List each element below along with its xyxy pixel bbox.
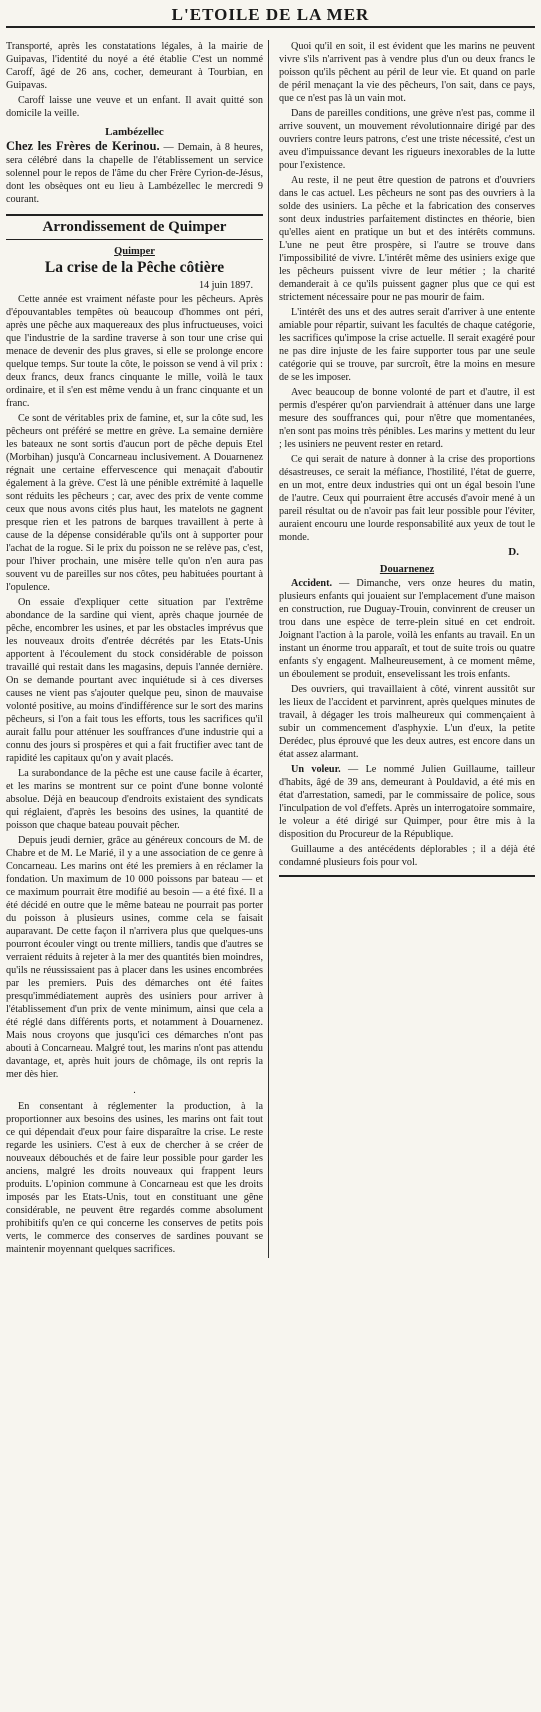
right-column [279, 40, 535, 1258]
paragraph: Ce qui serait de nature à donner à la crise des proportions désastreuses, ce serait la méfiance, l'hostilité, l'état de guerre, en un mot, entre deux industries qui ont un égal besoin l'une de l'autre. Ceux qui pourraient être accusés d'avoir mené à un pareil résultat ou de n'avoir pas fait leur possible pour l'éviter, auraient encouru une lourde responsabilité aux yeux de tout le monde. [279, 454, 535, 543]
item-body: — Dimanche, vers onze heures du matin, plusieurs enfants qui jouaient sur l'emplacement d'une maison en construction, rue Duguay-Trouin, convinrent de creuser un trou dans une espèce de terre-plein situé en cet endroit. Joignant l'action à la parole, voilà les enfants au travail. En un instant un énorme trou apparaît, et tout de suite trois ou quatre enfants s'y engagent. Malheureusement, à ce moment même, un éboulement se produit, ensevelissant les trois enfants. [279, 578, 535, 680]
paragraph: Des ouvriers, qui travaillaient à côté, vinrent aussitôt sur les lieux de l'accident et parvinrent, après quelques minutes de travail, à dégager les trois malheureux qui commençaient à subir un commencement d'asphyxie. L'un d'eux, la petite Derédec, plus éprouvé que les deux autres, est encore dans un état assez alarmant. [279, 684, 535, 760]
paragraph: Cette année est vraiment néfaste pour les pêcheurs. Après d'épouvantables tempêtes où beaucoup d'hommes ont péri, après une pêche aux maquereaux des plus infructueuses, voici que l'industrie de la sardine traverse à son tour une crise qui menace de devenir des plus graves, si elle se prolonge encore quelque temps. Sur toute la côte, le poisson se vend à vil prix : deux francs, deux francs cinquante le mille, voilà le taux ordinaire, et il s'en est même vendu à un franc cinquante et un franc. [6, 294, 263, 409]
paragraph: L'intérêt des uns et des autres serait d'arriver à une entente amiable pour répartir, suivant les facultés de chaque catégorie, les sacrifices qu'impose la crise actuelle. Il serait exagéré pour ne pas dire injuste de les faire supporter tous par une seule catégorie qui se trouve, par surcroît, être la moins en mesure de se les imposer. [279, 307, 535, 383]
paragraph: Caroff laisse une veuve et un enfant. Il avait quitté son domicile la veille. [6, 95, 263, 119]
paragraph [279, 763, 535, 841]
paragraph: On essaie d'expliquer cette situation par l'extrême abondance de la sardine qui vient, après chaque journée de pêche, encombrer les usines, et par les obstacles imprévus que les nouveaux droits d'entrée décrétés par les Etats-Unis apportent à l'écoulement du stock considérable de poisson travaillé qui restait dans les magasins, depuis l'année dernière. On se demande pourtant avec inquiétude si à ces diverses causes ne vient pas s'ajouter quelque peu, sinon de mauvaise volonté positive, au moins d'indifférence sur le sort des marins pêcheurs, si l'on a fait tous les efforts, tous les sacrifices qu'il aurait fallu pour atténuer les souffrances d'une industrie qui a connu des jours si prospères et qui a fait fructifier avec tant de rapidité les capitaux qu'on y avait placés. [6, 597, 263, 764]
paragraph: Depuis jeudi dernier, grâce au généreux concours de M. de Chabre et de M. Le Marié, il y a une association de ce genre à Concarneau. Les marins ont été les premiers à en réclamer la fondation. Un maximum de 10 000 poissons par bateau — et ce maximum pourrait être modifié au besoin — a été fixé. Il a été décidé en outre que le même bateau ne pourrait pas porter du poisson à plusieurs usines, comme cela se faisait auparavant. De cette façon il n'arrivera plus que quelques-uns pourront écouler vingt ou trente milliers, tandis que d'autres se verraient réduits à rejeter à la mer des quantités bien moindres, qu'ils ne réussissaient pas à placer dans les usines encombrées par les premiers. Puis des démarches ont été faites presqu'immédiatement auprès des usiniers pour arriver à l'établissement d'un prix de vente minimum, ainsi que cela a été réglé dans différents ports, et notamment à Douarnenez. Mais nous croyons que jusqu'ici ces démarches n'ont pas abouti à Concarneau. Malgré tout, les marins n'ont pas attendu davantage, et, après huit jours de chômage, ils ont repris la mer dès hier. [6, 835, 263, 1080]
left-column [6, 40, 269, 1258]
end-rule [279, 875, 535, 877]
paragraph: Transporté, après les constatations légales, à la mairie de Guipavas, l'identité du noyé a été établie C'est un nommé Caroff, âgé de 26 ans, cocher, demeurant à Tourbian, en Guipavas. [6, 41, 263, 91]
signature: D. [508, 546, 519, 558]
separator-dot: . [133, 1085, 136, 1096]
paragraph: Guillaume a des antécédents déplorables ; il a déjà été condamné plusieurs fois pour vol. [279, 844, 535, 868]
item-lead: Accident. [291, 578, 333, 589]
item-body: — Le nommé Julien Guillaume, tailleur d'habits, âgé de 39 ans, demeurant à Pouldavid, a été mis en état d'arrestation, samedi, par le commissaire de police, sous l'inculpation de vol d'effets. Après un interrogatoire sommaire, le voleur a été dirigé sur Quimper, pour être mis à la disposition du Procureur de la République. [279, 764, 535, 840]
paragraph [279, 577, 535, 681]
section-title: Arrondissement de Quimper [6, 214, 263, 240]
item-lead: Un voleur. [291, 764, 341, 775]
article-title: La crise de la Pêche côtière [44, 259, 225, 276]
item-body: — Demain, à 8 heures, sera célébré dans la chapelle de l'établissement un service solennel pour le repos de l'âme du cher Frère Cyrion-de-Jésus, dont les obsèques ont eu lieu à Lambézellec le mercredi 9 courant. [6, 142, 264, 205]
article-date: 14 juin 1897. [198, 280, 253, 291]
paragraph: Ce sont de véritables prix de famine, et, sur la côte sud, les pêcheurs ont préféré se mettre en grève. La semaine dernière les bateaux ne sont sortis d'aucun port de pêche depuis Etel (Morbihan) jusqu'à Concarneau inclusivement. A Douarnenez régnait une certaine effervescence qui menaçait d'aboutir également à la grève. C'est là une pénible extrémité à laquelle sont réduits les pêcheurs ; car, avec des prix de vente comme ceux que nous avons cités plus haut, les matelots ne gagnent presque rien et les patrons de barques travaillent à perte à cause de la dépense considérable qu'ils ont à supporter pour l'achat de la rogue. Si le prix du poisson ne se relève pas, c'est, pour l'hiver prochain, une misère telle qu'on n'en aura pas souvent vu de pareilles sur nos côtes, peu habituées pourtant à l'opulence. [6, 413, 263, 593]
item-headline: Chez les Frères de Kerinou. [6, 139, 160, 153]
location-heading: Douarnenez [379, 564, 435, 575]
paragraph: La surabondance de la pêche est une cause facile à écarter, et les marins se montrent sur ce point d'une bonne volonté absolue. Déjà en beaucoup d'endroits existaient des syndicats qui réglaient, d'après les besoins des usines, la quantité de poisson que chaque bateau pouvait pêcher. [6, 768, 263, 831]
paragraph: Au reste, il ne peut être question de patrons et d'ouvriers dans le cas actuel. Les pêcheurs ne sont pas des ouvriers à la solde des usiniers. La pêche et la fabrication des conserves sont deux industries parfaitement distinctes en théorie, bien qu'elles aient en pratique un but et des intérêts communs. L'une ne peut être prospère, si l'autre se trouve dans l'impossibilité de vivre. L'intérêt même des usiniers exige que les pêcheurs puissent vivre de leur métier ; la charité demanderait à ce qu'ils puissent gagner plus que ce qui est strictement nécessaire pour ne pas mourir de faim. [279, 175, 535, 303]
location-heading: Quimper [114, 246, 155, 257]
columns [6, 40, 535, 1258]
paragraph: Avec beaucoup de bonne volonté de part et d'autre, il est permis d'espérer qu'on parviendrait à atténuer dans une large mesure des souffrances qui, pour n'être que momentanées, n'en sont pas moins très pénibles. Les marins y mettent du leur ; les usiniers ne peuvent rester en retard. [279, 387, 535, 450]
location-heading: Lambézellec [105, 126, 164, 138]
paragraph: Dans de pareilles conditions, une grève n'est pas, comme il arrive souvent, un mouvement révolutionnaire dirigé par des ouvriers contre leurs patrons, c'est une triste nécessité, c'est un aveu d'impuissance devant les rigueurs inexorables de la lutte pour l'existence. [279, 108, 535, 171]
masthead: L'ETOILE DE LA MER [6, 4, 535, 28]
paragraph [6, 139, 263, 206]
paragraph: En consentant à réglementer la production, à la proportionner aux besoins des usines, les marins ont fait tout ce qui dépendait d'eux pour faire disparaître la crise. Le reste regarde les usiniers. C'est à eux de chercher à se créer de nouveaux débouchés et de faire leur possible pour garder les anciens, malgré les droits nouveaux qui frappent leurs produits. L'opinion commune à Concarneau est que les droits imposés par les Etats-Unis, tout en constituant une gêne considérable, ne peuvent être regardés comme absolument prohibitifs qu'en ce qui concerne les conserves de petits pois verts, le commerce des conserves de sardines pouvant se maintenir moyennant quelques sacrifices. [6, 1101, 263, 1255]
paragraph: Quoi qu'il en soit, il est évident que les marins ne peuvent vivre s'ils n'arrivent pas à vendre plus d'un ou deux francs le poisson qu'ils pêchent au péril de leur vie. Et quand on parle de péril menaçant la vie des pêcheurs, l'on sait, dans ce pays, que ce n'est pas là un vain mot. [279, 41, 535, 104]
